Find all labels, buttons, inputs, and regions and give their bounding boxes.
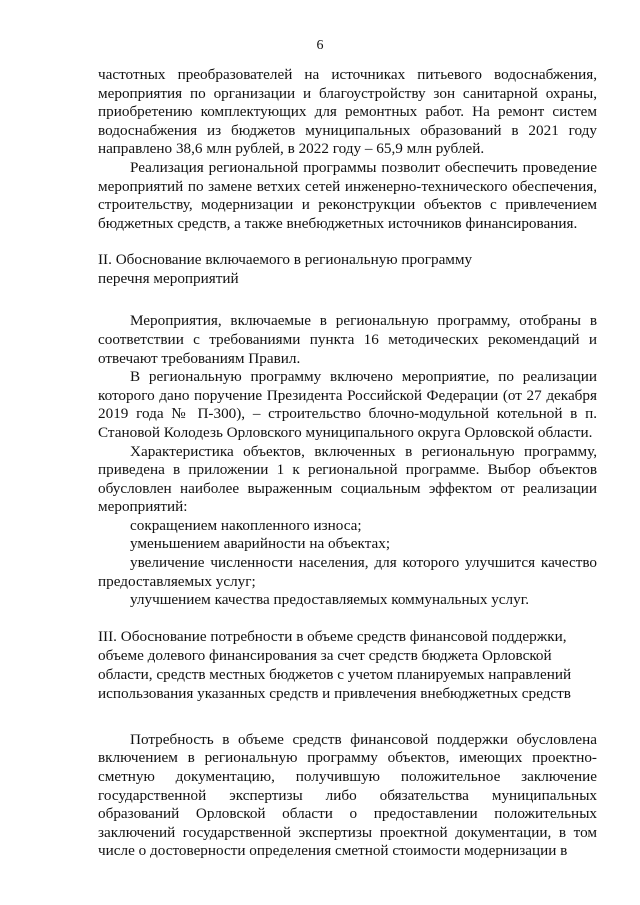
list-item-wear-reduction: сокращением накопленного износа; — [130, 516, 362, 534]
paragraph-funding-need: Потребность в объеме средств финансовой поддержки обусловлена включением в региональную программу объектов, имеющих проектно-сметную документацию, получившую положительное заключение государственной экспертизы либо обязательства муниципальных образований Орловской области о предоставлении положительных заключений государственной экспертизы проектной документации, в том числе о достоверности определения сметной стоимости модернизации в — [98, 730, 597, 860]
section-heading-iii-line-3: области, средств местных бюджетов с учетом планируемых направлений — [98, 665, 572, 683]
paragraph-president-instruction: В региональную программу включено мероприятие, по реализации которого дано поручение Президента Российской Федерации (от 27 декабря 2019 года № П-300), – строительство блочно-модульной котельной в п. Становой Колодезь Орловского муниципального округа Орловской области. — [98, 368, 597, 441]
section-heading-iii-line-1: III. Обоснование потребности в объеме средств финансовой поддержки, — [98, 627, 567, 645]
list-item-population-growth: увеличение численности населения, для которого улучшится качество предоставляемых услуг; — [98, 554, 597, 590]
page-number: 6 — [316, 38, 324, 53]
section-heading-iii-line-4: использования указанных средств и привлечения внебюджетных средств — [98, 684, 571, 702]
section-heading-iii-line-2: объеме долевого финансирования за счет средств бюджета Орловской — [98, 646, 552, 664]
document-body — [98, 66, 597, 861]
paragraph-program-implementation: Реализация региональной программы позволит обеспечить проведение мероприятий по замене ветхих сетей инженерно-технического обеспечения, строительству, модернизации и реконструкции объектов с привлечением бюджетных средств, а также внебюджетных источников финансирования. — [98, 158, 597, 232]
list-item-accident-reduction: уменьшением аварийности на объектах; — [130, 535, 391, 553]
section-heading-ii-line-1: II. Обоснование включаемого в региональную программу — [98, 251, 473, 269]
paragraph-object-characteristics: Характеристика объектов, включенных в региональную программу, приведена в приложении 1 к региональной программе. Выбор объектов обусловлен наиболее выраженным социальным эффектом от реализации мероприятий: — [98, 442, 597, 516]
paragraph-selected-measures: Мероприятия, включаемые в региональную программу, отобраны в соответствии с требованиями пункта 16 методических рекомендаций и отвечают требованиям Правил. — [98, 312, 597, 367]
list-item-service-quality: улучшением качества предоставляемых коммунальных услуг. — [130, 591, 530, 609]
paragraph-water-supply-continuation: частотных преобразователей на источниках питьевого водоснабжения, мероприятия по организации и благоустройству зон санитарной охраны, приобретению комплектующих для ремонтных работ. На ремонт систем водоснабжения из бюджетов муниципальных образований в 2021 году направлено 38,6 млн рублей, в 2022 году – 65,9 млн рублей. — [98, 66, 597, 158]
section-heading-ii-line-2: перечня мероприятий — [98, 270, 239, 288]
